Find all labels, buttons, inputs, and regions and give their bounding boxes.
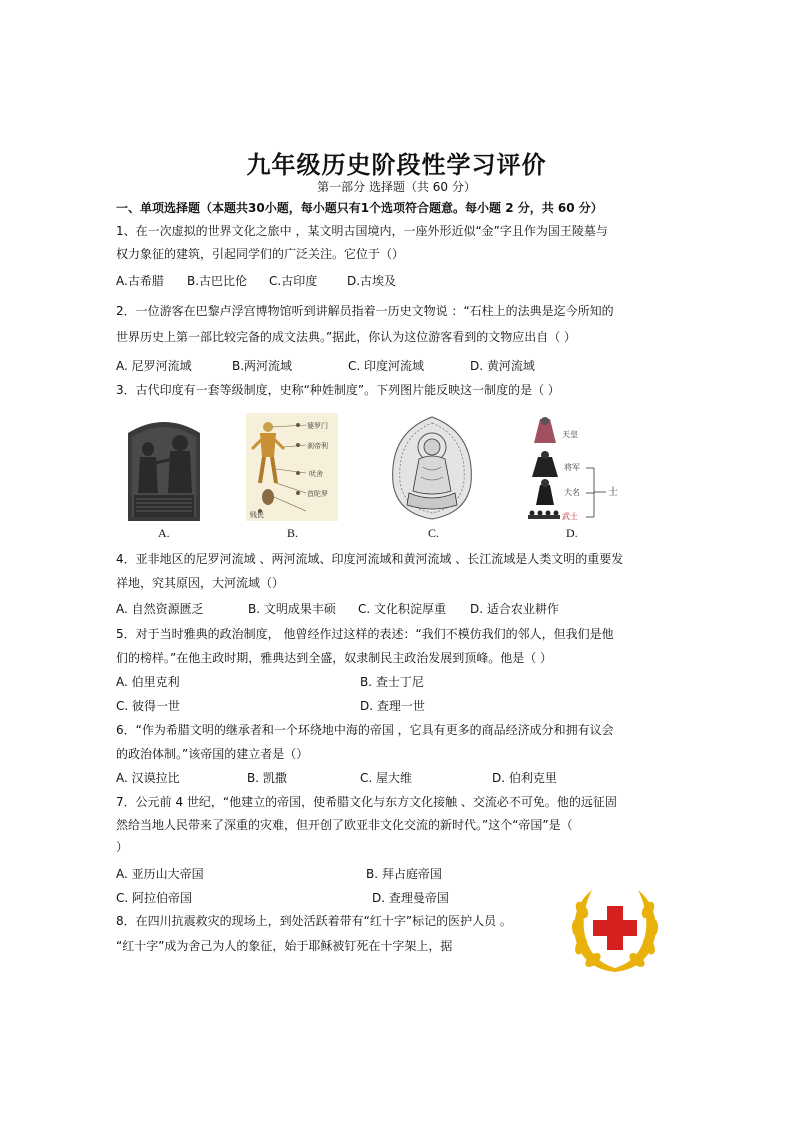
q2-option-c: C. 印度河流域 [348, 359, 425, 373]
caste-label-shudra: 首陀罗 [307, 490, 328, 498]
question-2-line-2: 世界历史上第一部比较完备的成文法典。”据此，你认为这位游客看到的文物应出自（ ） [116, 330, 577, 344]
page-subtitle: 第一部分 选择题（共 60 分） [317, 180, 476, 194]
japan-label-daimyo: 大名 [564, 488, 580, 497]
page-title: 九年级历史阶段性学习评价 [246, 150, 547, 179]
q2-option-b: B.两河流域 [232, 359, 293, 373]
caption-b: B. [287, 526, 299, 540]
question-1-line-2: 权力象征的建筑，引起同学们的广泛关注。它位于（） [116, 247, 405, 261]
section-heading: 一、单项选择题（本题共30小题，每小题只有1个选项符合题意。每小题 2 分，共 60 分） [116, 201, 603, 215]
question-5-line-1: 5．对于当时雅典的政治制度， 他曾经作过这样的表述：“我们不模仿我们的邻人，但我们是他 [116, 627, 614, 641]
q1-option-a: A.古希腊 [116, 274, 164, 288]
caste-diagram-image [246, 413, 338, 521]
caption-a: A. [158, 526, 170, 540]
q6-option-d: D. 伯利克里 [492, 771, 557, 785]
japan-label-emperor: 天皇 [562, 430, 578, 439]
question-5-line-2: 们的榜样。”在他主政时期，雅典达到全盛，奴隶制民主政治发展到顶峰。他是（ ） [116, 651, 553, 665]
q5-option-d: D. 查理一世 [360, 699, 425, 713]
question-6-line-2: 的政治体制。”该帝国的建立者是（） [116, 747, 309, 761]
q7-option-d: D. 查理曼帝国 [372, 891, 449, 905]
japan-label-shi: 士 [608, 487, 618, 498]
caste-label-untouchable: 贱民 [250, 511, 264, 519]
q4-option-d: D. 适合农业耕作 [470, 602, 559, 616]
q2-option-d: D. 黄河流域 [470, 359, 535, 373]
q5-option-a: A. 伯里克利 [116, 675, 180, 689]
question-8-line-2: “红十字”成为舍己为人的象征，始于耶稣被钉死在十字架上，据 [116, 939, 453, 953]
question-4-line-2: 祥地，究其原因，大河流域（） [116, 576, 285, 590]
japan-hierarchy-image [524, 413, 632, 523]
question-8-line-1: 8．在四川抗震救灾的现场上，到处活跃着带有“红十字”标记的医护人员 。 [116, 914, 512, 928]
hammurabi-stele-image [122, 413, 206, 521]
red-cross-emblem [566, 880, 664, 978]
japan-label-samurai: 武士 [562, 512, 578, 521]
q7-option-a: A. 亚历山大帝国 [116, 867, 204, 881]
caption-d: D. [566, 526, 578, 540]
q7-option-b: B. 拜占庭帝国 [366, 867, 442, 881]
question-4-line-1: 4．亚非地区的尼罗河流域 、两河流域、印度河流域和黄河流域 、长江流域是人类文明的重要发 [116, 552, 624, 566]
q1-option-c: C.古印度 [269, 274, 318, 288]
caption-c: C. [428, 526, 440, 540]
q5-option-b: B. 查士丁尼 [360, 675, 424, 689]
buddha-statue-image [387, 413, 477, 521]
q7-option-c: C. 阿拉伯帝国 [116, 891, 193, 905]
question-1-line-1: 1、在一次虚拟的世界文化之旅中 ，某文明古国境内，一座外形近似“金”字且作为国王陵墓与 [116, 224, 608, 238]
q2-option-a: A. 尼罗河流域 [116, 359, 192, 373]
q4-option-b: B. 文明成果丰硕 [248, 602, 336, 616]
question-3-line-1: 3．古代印度有一套等级制度，史称“种姓制度”。下列图片能反映这一制度的是（ ） [116, 383, 560, 397]
question-7-line-3: ） [116, 840, 129, 854]
question-6-line-1: 6．“作为希腊文明的继承者和一个环绕地中海的帝国 ，它具有更多的商品经济成分和拥有议会 [116, 723, 614, 737]
question-7-line-2: 然给当地人民带来了深重的灾难，但开创了欧亚非文化交流的新时代。”这个“帝国”是（ [116, 818, 573, 832]
q6-option-c: C. 屋大维 [360, 771, 413, 785]
q6-option-b: B. 凯撒 [247, 771, 287, 785]
q5-option-c: C. 彼得一世 [116, 699, 181, 713]
caste-label-vaishya: 吠舍 [309, 470, 323, 478]
japan-label-shogun: 将军 [564, 463, 580, 472]
q6-option-a: A. 汉谟拉比 [116, 771, 180, 785]
q1-option-d: D.古埃及 [347, 274, 397, 288]
q4-option-a: A. 自然资源匮乏 [116, 602, 204, 616]
question-2-line-1: 2．一位游客在巴黎卢浮宫博物馆听到讲解员指着一历史文物说 ：“石柱上的法典是迄今所知的 [116, 304, 614, 318]
caste-label-kshatriya: 刹帝利 [307, 442, 328, 450]
caste-label-brahmin: 婆罗门 [307, 422, 328, 430]
question-7-line-1: 7．公元前 4 世纪，“他建立的帝国，使希腊文化与东方文化接触 、交流必不可免。他的远征固 [116, 795, 617, 809]
q4-option-c: C. 文化积淀厚重 [358, 602, 447, 616]
q1-option-b: B.古巴比伦 [187, 274, 248, 288]
